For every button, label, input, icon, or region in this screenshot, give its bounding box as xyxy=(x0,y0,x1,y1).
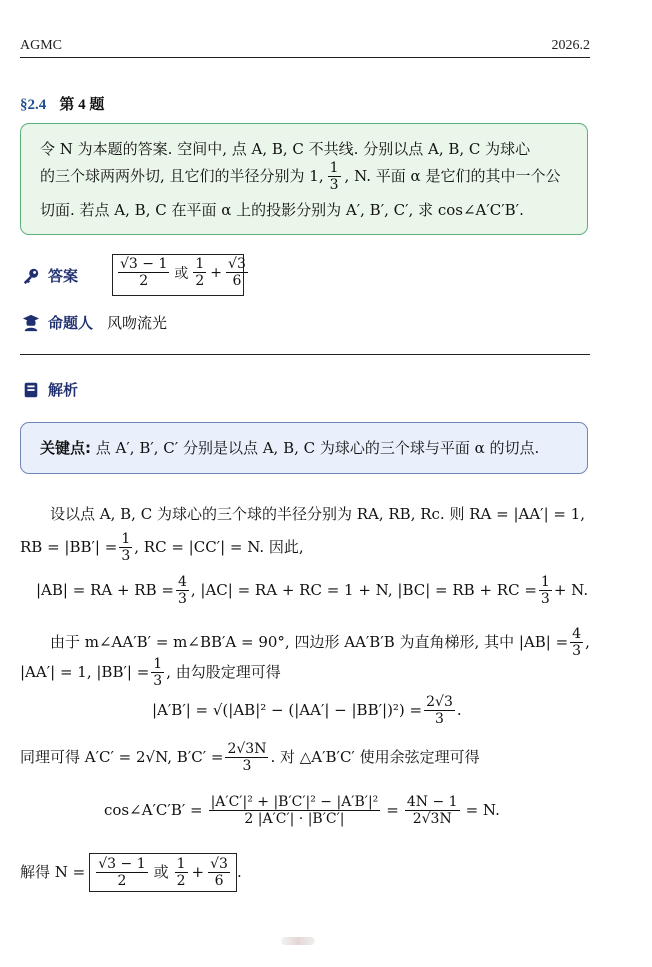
divider-rule xyxy=(20,354,590,355)
author-row xyxy=(22,312,167,333)
final-answer-line: 解得 N = $\frac{√3 - 1}{2}$ 或 $\frac{1}{2}$ + $\frac{√3}{6}$ . xyxy=(20,853,242,892)
p1-line2b: , RC = |CC′| = N. 因此, xyxy=(134,538,304,557)
key-point-line xyxy=(40,441,539,456)
final-answer-box xyxy=(89,853,237,892)
key-icon xyxy=(22,267,40,285)
final-frac-2-den: 2 xyxy=(176,873,186,890)
eq3-eq: = xyxy=(386,801,399,820)
p3-frac-num: 2√3N xyxy=(227,741,267,757)
eq3-frac-2-den: 2√3N xyxy=(412,811,452,828)
final-frac-1-den: 2 xyxy=(117,873,127,890)
p1-line2a: RB = |BB′| = xyxy=(20,538,118,557)
answer-frac-1 xyxy=(118,256,169,289)
key-point-text: 点 A′, B′, C′ 分别是以点 A, B, C 为球心的三个球与平面 α 的切点. xyxy=(95,439,540,457)
problem-line-1: 令 N 为本题的答案. 空间中, 点 A, B, C 不共线. 分别以点 A, B, C 为球心 xyxy=(40,140,531,158)
answer-row xyxy=(22,265,78,286)
p1-frac-den: 3 xyxy=(121,548,131,565)
p3-frac-den: 3 xyxy=(242,758,252,775)
answer-frac-3 xyxy=(226,256,248,289)
equation-3 xyxy=(104,794,500,827)
answer-expression xyxy=(116,256,250,289)
eq3-part-a: cos∠A′C′B′ = xyxy=(104,801,203,820)
eq1-part-c: + N. xyxy=(553,581,589,600)
paragraph-1-line-1: 设以点 A, B, C 为球心的三个球的半径分别为 RA, RB, Rc. 则 RA = |AA′| = 1, xyxy=(50,505,586,523)
header-rule xyxy=(20,57,590,58)
p3-part-b: . 对 △A′B′C′ 使用余弦定理可得 xyxy=(270,748,480,767)
paragraph-2-line-1: 由于 m∠AA′B′ = m∠BB′A = 90°, 四边形 AA′B′B 为直角梯形, 其中 |AB| = $\frac{4}{3}$ , xyxy=(50,626,590,660)
section-title: 第 4 题 xyxy=(59,97,105,113)
eq2-frac xyxy=(424,694,455,727)
paragraph-2-line-2 xyxy=(20,656,281,689)
p2-frac-2-den: 3 xyxy=(153,673,163,690)
answer-or: 或 xyxy=(174,265,189,282)
problem-line-2b: , N. 平面 α 是它们的其中一个公 xyxy=(344,167,561,186)
eq1-part-a: |AB| = RA + RB = xyxy=(36,581,174,600)
solution-label: 解析 xyxy=(48,381,79,399)
eq1-frac-1-den: 3 xyxy=(177,591,187,608)
paragraph-1-line-2 xyxy=(20,531,304,564)
final-frac-3-den: 6 xyxy=(214,873,224,890)
answer-frac-2 xyxy=(193,256,206,289)
eq2-part-a: |A′B′| = √(|AB|² − (|AA′| − |BB′|)²) = xyxy=(152,701,423,720)
p3-part-a: 同理可得 A′C′ = 2√N, B′C′ = xyxy=(20,748,224,767)
final-frac-2 xyxy=(175,856,188,889)
answer-frac-3-den: 6 xyxy=(232,273,242,290)
eq3-frac-1-den: 2 |A′C′| · |B′C′| xyxy=(244,811,345,828)
final-frac-3-num: √3 xyxy=(210,856,228,872)
book-icon xyxy=(22,381,40,399)
graduate-icon xyxy=(22,314,40,332)
radius-frac-num: 1 xyxy=(329,160,339,176)
eq2-frac-num: 2√3 xyxy=(426,694,453,710)
final-frac-1 xyxy=(96,856,147,889)
final-frac-3 xyxy=(208,856,230,889)
eq2-frac-den: 3 xyxy=(435,711,444,728)
p2-line1a: 由于 m∠AA′B′ = m∠BB′A = 90°, 四边形 AA′B′B 为直角梯形, 其中 |AB| = xyxy=(50,633,569,652)
eq3-part-b: = N. xyxy=(465,801,500,820)
eq3-frac-2-num: 4N − 1 xyxy=(406,794,458,810)
p3-frac xyxy=(225,741,268,774)
p2-line2a: |AA′| = 1, |BB′| = xyxy=(20,663,150,682)
eq3-frac-1-num: |A′C′|² + |B′C′|² − |A′B′|² xyxy=(210,794,379,810)
final-or: 或 xyxy=(153,863,169,882)
paragraph-3 xyxy=(20,741,480,774)
answer-frac-2-den: 2 xyxy=(195,273,205,290)
problem-line-3: 切面. 若点 A, B, C 在平面 α 上的投影分别为 A′, B′, C′, 求 cos∠A′C′B′. xyxy=(40,201,524,219)
author-name: 风吻流光 xyxy=(107,314,168,332)
eq3-frac-2 xyxy=(405,794,460,827)
p2-frac-1 xyxy=(570,626,583,659)
answer-frac-3-num: √3 xyxy=(228,256,246,272)
radius-frac-den: 3 xyxy=(329,177,339,194)
p2-line2b: , 由勾股定理可得 xyxy=(166,663,281,682)
problem-line-2 xyxy=(40,160,560,193)
eq1-frac-1 xyxy=(176,574,189,607)
key-point-label: 关键点: xyxy=(40,439,91,457)
answer-frac-1-den: 2 xyxy=(139,273,149,290)
answer-frac-1-num: √3 − 1 xyxy=(120,256,168,272)
answer-frac-2-num: 1 xyxy=(195,256,205,272)
eq1-frac-1-num: 4 xyxy=(177,574,187,590)
eq1-frac-2 xyxy=(539,574,552,607)
equation-1 xyxy=(36,574,588,607)
p2-frac-2-num: 1 xyxy=(153,656,163,672)
p1-frac xyxy=(119,531,132,564)
final-label: 解得 N = xyxy=(20,863,86,882)
p1-frac-num: 1 xyxy=(121,531,131,547)
answer-plus: + xyxy=(210,264,223,281)
author-label: 命题人 xyxy=(48,314,94,332)
p2-frac-2 xyxy=(151,656,164,689)
equation-2: |A′B′| = √(|AB|² − (|AA′| − |BB′|)²) = $\frac{2√3}{3}$ . xyxy=(152,694,462,728)
section-number: §2.4 xyxy=(20,97,47,113)
eq1-frac-2-den: 3 xyxy=(540,591,550,608)
eq3-frac-1 xyxy=(209,794,381,827)
section-heading xyxy=(20,93,104,114)
eq1-frac-2-num: 1 xyxy=(540,574,550,590)
radius-fraction xyxy=(328,160,341,193)
solution-heading xyxy=(22,379,78,400)
final-frac-2-num: 1 xyxy=(176,856,186,872)
final-frac-1-num: √3 − 1 xyxy=(98,856,146,872)
p2-frac-1-den: 3 xyxy=(572,643,582,660)
header-left: AGMC xyxy=(20,38,63,53)
p2-frac-1-num: 4 xyxy=(572,626,582,642)
answer-label: 答案 xyxy=(48,267,79,285)
eq1-part-b: , |AC| = RA + RC = 1 + N, |BC| = RB + RC = xyxy=(190,581,537,600)
watermark-smudge xyxy=(281,937,315,945)
problem-line-2a: 的三个球两两外切, 且它们的半径分别为 1, xyxy=(40,167,324,186)
final-plus: + xyxy=(191,863,205,882)
header-right: 2026.2 xyxy=(551,38,590,53)
